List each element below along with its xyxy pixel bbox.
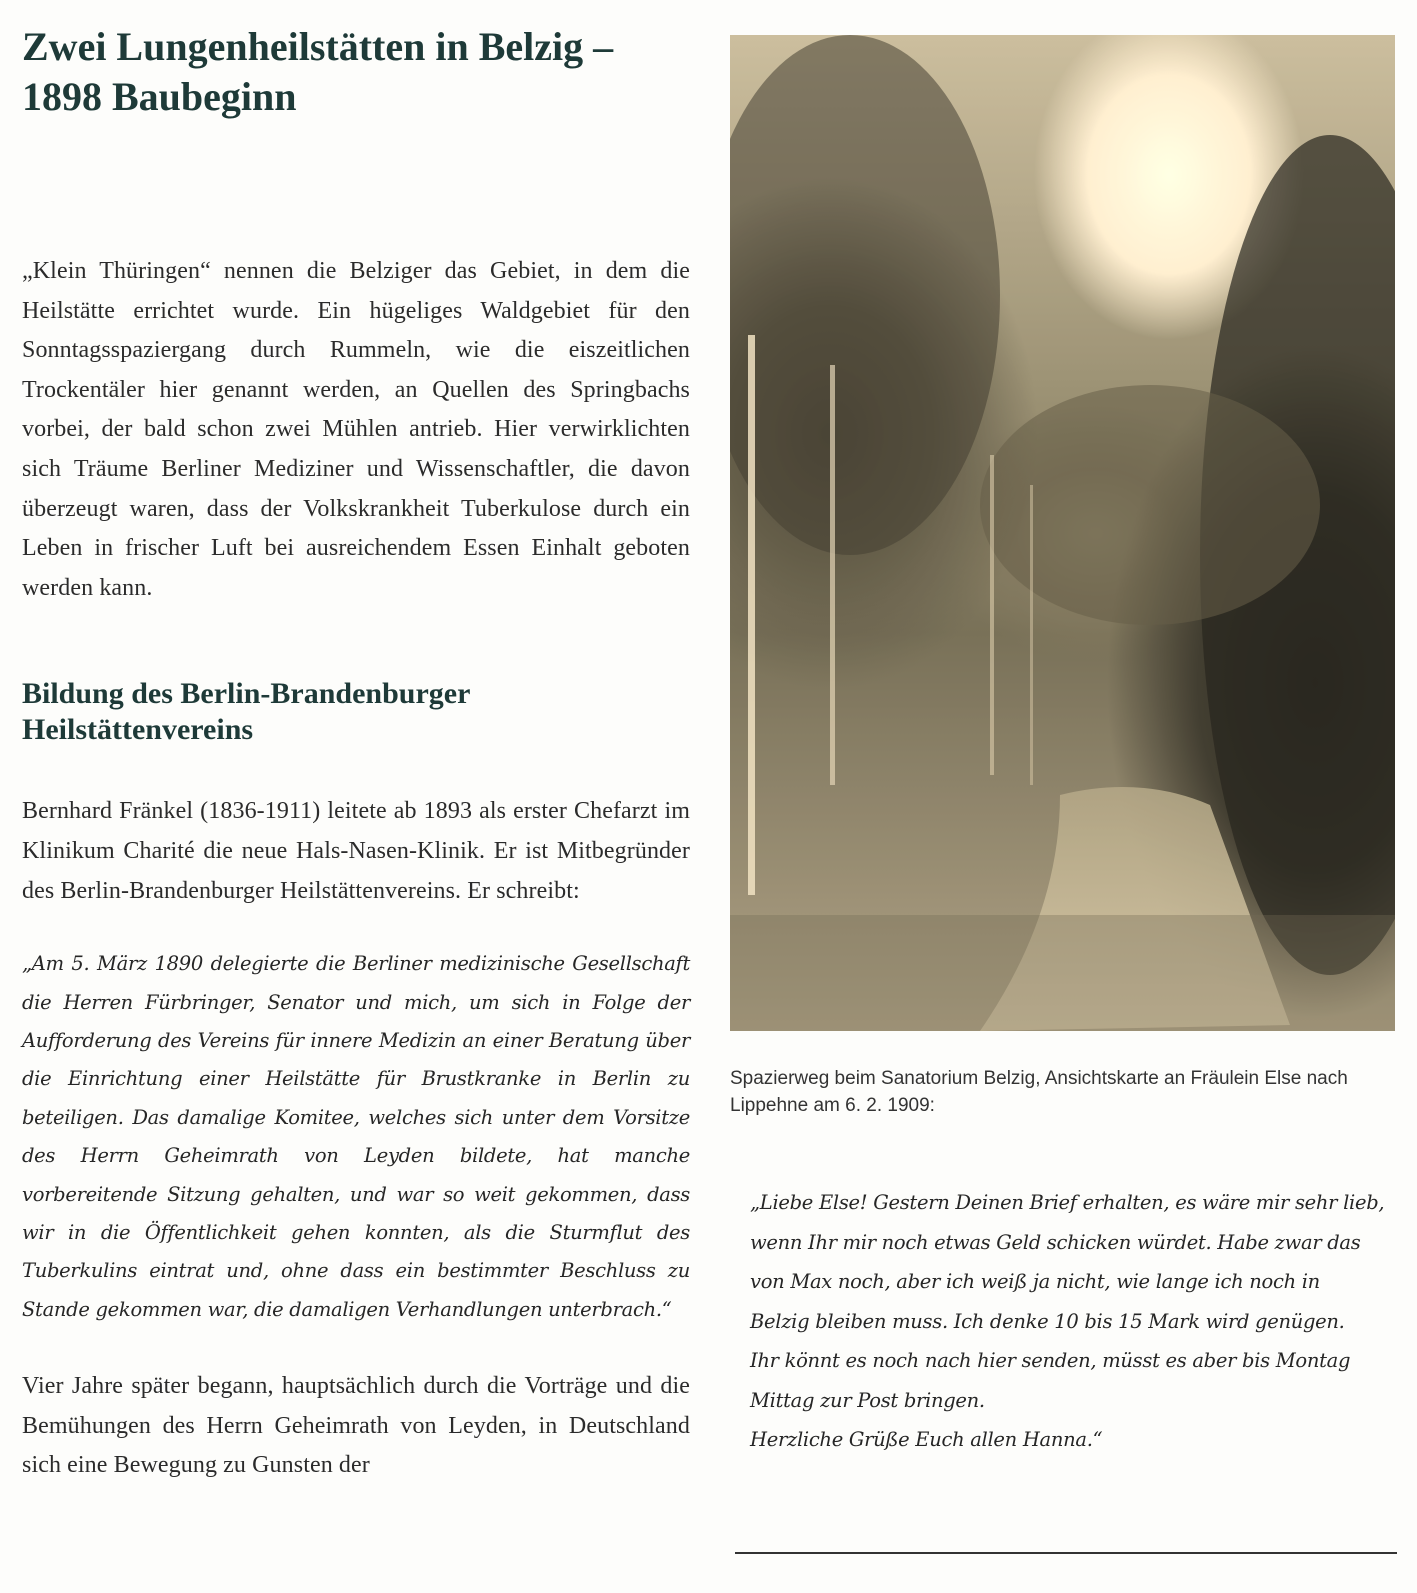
final-paragraph: Vier Jahre später begann, hauptsächlich durch die Vorträge und die Bemühungen des Herrn Geheimrath von Leyden, in Deutschland sich eine Bewegung zu Gunsten der <box>22 1373 690 1479</box>
photo-illustration <box>730 35 1395 1031</box>
postcard-line: „Liebe Else! Gestern Deinen Brief erhalten, es wäre mir sehr lieb, <box>750 1191 1385 1214</box>
photo-caption: Spazierweg beim Sanatorium Belzig, Ansichtskarte an Fräulein Else nach Lippehne am 6. 2. 1909: <box>730 1068 1348 1116</box>
postcard-line: Herzliche Grüße Euch allen Hanna.“ <box>750 1428 1103 1451</box>
postcard-line: von Max noch, aber ich weiß ja nicht, wie lange ich noch in <box>750 1270 1320 1293</box>
divider-rule <box>735 1552 1397 1554</box>
postcard-quote <box>750 1183 1395 1460</box>
section-heading: Bildung des Berlin-Brandenburger Heilstättenvereins <box>22 677 470 747</box>
forest-path-photo <box>730 35 1395 1031</box>
intro-paragraph: „Klein Thüringen“ nennen die Belziger das Gebiet, in dem die Heilstätte errichtet wurde. Ein hügeliges Waldgebiet für den Sonntagsspaziergang durch Rummeln, wie die eiszeitlichen Trockentäler hier genannt werden, an Quellen des Springbachs vorbei, der bald schon zwei Mühlen antrieb. Hier verwirklichten sich Träume Berliner Mediziner und Wissenschaftler, die davon überzeugt waren, dass der Volkskrankheit Tuberkulose durch ein Leben in frischer Luft bei ausreichendem Essen Einhalt geboten werden kann. <box>22 258 690 601</box>
postcard-line: wenn Ihr mir noch etwas Geld schicken würdet. Habe zwar das <box>750 1230 1361 1254</box>
postcard-line: Ihr könnt es noch nach hier senden, müsst es aber bis Montag <box>750 1349 1351 1372</box>
postcard-line: Mittag zur Post bringen. <box>750 1388 985 1412</box>
historical-quote: „Am 5. März 1890 delegierte die Berliner medizinische Gesellschaft die Herren Fürbringer, Senator und mich, um sich in Folge der Aufforderung des Vereins für innere Medizin an einer Beratung über die Einrichtung einer Heilstätte für Brustkranke in Berlin zu beteiligen. Das damalige Komitee, welches sich unter dem Vorsitze des Herrn Geheimrath von Leyden bildete, hat manche vorbereitende Sitzung gehalten, und war so weit gekommen, dass wir in die Öffentlichkeit gehen konnten, als die Sturmflut des Tuberkulins eintrat und, ohne dass ein bestimmter Beschluss zu Stande gekommen war, die damaligen Verhandlungen unterbrach.“ <box>22 952 690 1321</box>
left-column <box>22 22 690 1486</box>
bio-paragraph: Bernhard Fränkel (1836-1911) leitete ab 1893 als erster Chefarzt im Klinikum Charité die neue Hals-Nasen-Klinik. Er ist Mitbegründer des Berlin-Brandenburger Heilstättenvereins. Er schreibt: <box>22 798 690 904</box>
page-title: Zwei Lungenheilstätten in Belzig – 1898 Baubeginn <box>22 24 614 119</box>
postcard-line: Belzig bleiben muss. Ich denke 10 bis 15 Mark wird genügen. <box>750 1309 1345 1333</box>
right-column <box>730 35 1395 1460</box>
